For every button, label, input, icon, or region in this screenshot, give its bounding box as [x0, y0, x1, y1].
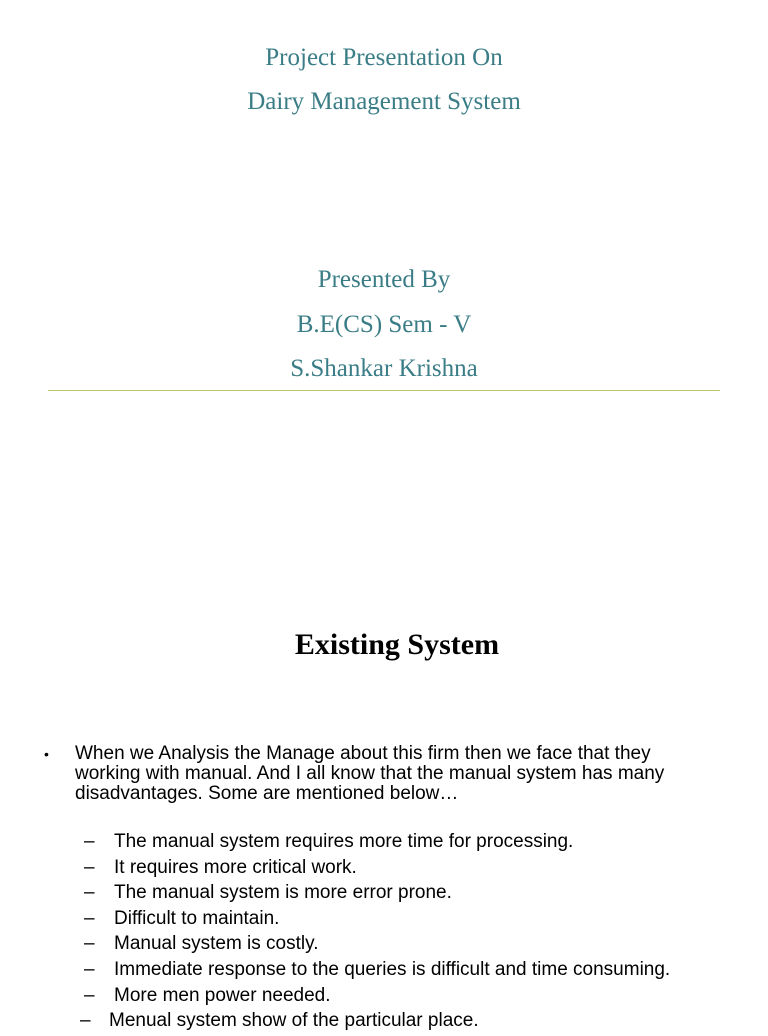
slide-divider: [48, 390, 720, 391]
dash-marker: –: [80, 1010, 91, 1032]
dash-marker: –: [84, 831, 95, 852]
intro-line: disadvantages. Some are mentioned below…: [75, 783, 459, 804]
presenter-line-3: S.Shankar Krishna: [290, 355, 478, 382]
intro-text: [75, 744, 734, 804]
bullet-marker: •: [44, 746, 49, 762]
dash-marker: –: [84, 907, 95, 929]
title-line-1: Project Presentation On: [265, 44, 503, 71]
list-item-text: More men power needed.: [114, 984, 331, 1006]
list-item-text: Difficult to maintain.: [114, 907, 280, 929]
list-item-text: It requires more critical work.: [114, 856, 357, 878]
intro-bullet: [44, 744, 734, 804]
list-item-text: Immediate response to the queries is difficult and time consuming.: [114, 958, 671, 980]
list-item-text: Menual system show of the particular place.: [109, 1010, 479, 1032]
dash-marker: –: [84, 984, 95, 1006]
intro-line: When we Analysis the Manage about this firm then we face that they: [75, 743, 651, 764]
title-line-2: Dairy Management System: [247, 88, 521, 115]
presenter-line-2: B.E(CS) Sem - V: [296, 311, 472, 338]
dash-marker: –: [84, 933, 95, 955]
dash-marker: –: [84, 958, 95, 980]
dash-marker: –: [84, 882, 95, 904]
presenter-line-1: Presented By: [317, 266, 451, 293]
list-item-text: The manual system is more error prone.: [114, 882, 452, 904]
section-heading: Existing System: [294, 628, 500, 661]
dash-marker: –: [84, 856, 95, 878]
intro-line: working with manual. And I all know that the manual system has many: [75, 763, 665, 784]
list-item-text: Manual system is costly.: [114, 933, 319, 955]
list-item-text: The manual system requires more time for processing.: [114, 831, 574, 852]
